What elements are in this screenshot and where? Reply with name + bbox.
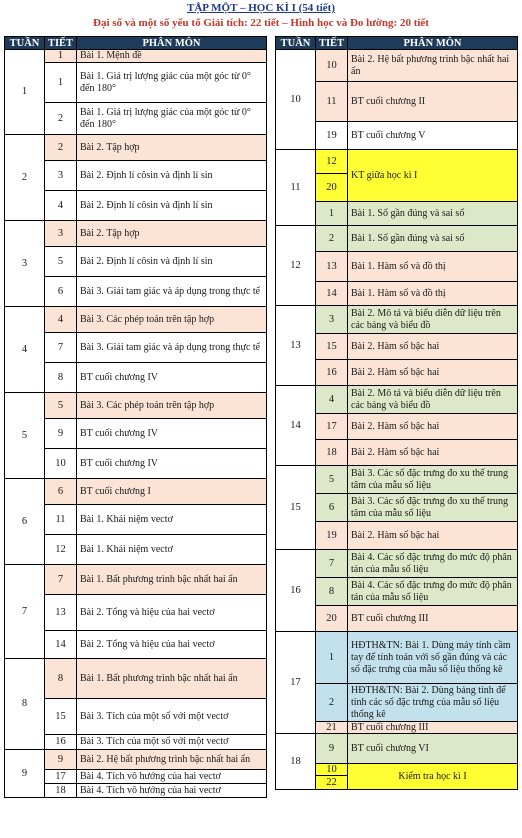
lesson-subject: Bài 1. Giá trị lượng giác của một góc từ 0° đến 180°: [76, 102, 267, 135]
lesson-tiet: 3: [315, 305, 348, 334]
header-tuan: TUẦN: [275, 36, 316, 50]
lesson-subject: BT cuối chương III: [347, 605, 518, 632]
schedule-right-table: [275, 36, 518, 836]
lesson-subject: Bài 3. Các phép toán trên tập hợp: [76, 392, 267, 419]
lesson-tiet: 5: [315, 465, 348, 494]
lesson-subject: Bài 1. Mệnh đề: [76, 49, 267, 63]
week-cell: 8: [4, 658, 45, 750]
lesson-subject: Bài 3. Tích của một số với một vectơ: [76, 734, 267, 750]
week-cell: 18: [275, 733, 316, 790]
lesson-subject: Bài 2. Hàm số bậc hai: [347, 333, 518, 360]
lesson-subject: Bài 1. Giá trị lượng giác của một góc từ 0° đến 180°: [76, 62, 267, 103]
lesson-subject: Bài 1. Số gần đúng và sai số: [347, 225, 518, 252]
lesson-subject: Bài 3. Các số đặc trưng đo xu thế trung tâm của mẫu số liệu: [347, 465, 518, 494]
lesson-tiet: 12: [44, 534, 77, 565]
lesson-tiet: 2: [44, 134, 77, 161]
lesson-tiet: 2: [315, 683, 348, 722]
lesson-subject: Bài 2. Định lí côsin và định lí sin: [76, 160, 267, 191]
lesson-subject: Bài 2. Hàm số bậc hai: [347, 359, 518, 386]
lesson-subject: Bài 2. Tập hợp: [76, 134, 267, 161]
lesson-subject: Bài 2. Hàm số bậc hai: [347, 439, 518, 466]
lesson-tiet: 1: [315, 631, 348, 684]
lesson-subject: BT cuối chương II: [347, 81, 518, 122]
lesson-subject: Bài 3. Giải tam giác và áp dụng trong thực tế: [76, 332, 267, 363]
schedule-grid: [4, 36, 514, 836]
lesson-tiet: 19: [315, 121, 348, 150]
lesson-tiet: 16: [315, 359, 348, 386]
lesson-tiet: 19: [315, 521, 348, 550]
lesson-subject: Bài 2. Hàm số bậc hai: [347, 413, 518, 440]
page-title: TẬP MỘT – HỌC KÌ I (54 tiết): [187, 2, 335, 14]
lesson-tiet: 7: [44, 332, 77, 363]
lesson-subject: HĐTH&TN: Bài 1. Dùng máy tính cầm tay để tính toán với số gần đúng và các số đặc trưng của mẫu số liệu thống kê: [347, 631, 518, 684]
lesson-subject: Bài 2. Hàm số bậc hai: [347, 521, 518, 550]
lesson-subject: Bài 2. Tập hợp: [76, 220, 267, 247]
lesson-tiet: 14: [44, 630, 77, 659]
lesson-tiet: 1: [315, 201, 348, 226]
lesson-tiet: 6: [44, 478, 77, 505]
lesson-tiet: 15: [315, 333, 348, 360]
lesson-tiet: 3: [44, 220, 77, 247]
lesson-subject: Bài 2. Định lí côsin và định lí sin: [76, 190, 267, 221]
lesson-tiet: 6: [315, 493, 348, 522]
lesson-subject: Bài 1. Khái niệm vectơ: [76, 534, 267, 565]
schedule-left-table: [4, 36, 267, 836]
lesson-subject: Bài 4. Tích vô hướng của hai vectơ: [76, 769, 267, 784]
lesson-subject: Bài 2. Định lí côsin và định lí sin: [76, 246, 267, 277]
week-cell: 2: [4, 134, 45, 221]
lesson-tiet: 9: [315, 733, 348, 764]
lesson-tiet: 21: [315, 721, 348, 734]
lesson-subject: BT cuối chương IV: [76, 362, 267, 393]
lesson-tiet: 8: [44, 362, 77, 393]
lesson-tiet: 1: [44, 62, 77, 103]
week-cell: 4: [4, 306, 45, 393]
lesson-subject: Kiểm tra học kì I: [347, 763, 518, 790]
week-cell: 13: [275, 305, 316, 386]
header-tiet: TIẾT: [44, 36, 77, 50]
week-cell: 11: [275, 149, 316, 226]
lesson-subject: Bài 2. Mô tả và biểu diễn dữ liệu trên các bảng và biểu đồ: [347, 385, 518, 414]
week-cell: 9: [4, 749, 45, 798]
lesson-tiet: 2: [44, 102, 77, 135]
lesson-tiet: 6: [44, 276, 77, 307]
lesson-subject: Bài 2. Hệ bất phương trình bậc nhất hai ẩn: [76, 749, 267, 770]
lesson-tiet: 13: [315, 251, 348, 282]
lesson-subject: Bài 4. Các số đặc trưng đo mức độ phân tán của mẫu số liệu: [347, 577, 518, 606]
lesson-subject: BT cuối chương I: [76, 478, 267, 505]
lesson-subject: Bài 2. Hệ bất phương trình bậc nhất hai ẩn: [347, 49, 518, 82]
lesson-tiet: 9: [44, 418, 77, 449]
week-cell: 14: [275, 385, 316, 466]
week-cell: 7: [4, 564, 45, 659]
lesson-subject: KT giữa học kì I: [347, 149, 518, 202]
lesson-tiet: 4: [44, 190, 77, 221]
week-cell: 16: [275, 549, 316, 632]
lesson-subject: Bài 1. Bất phương trình bậc nhất hai ẩn: [76, 658, 267, 699]
lesson-subject: Bài 2. Tổng và hiệu của hai vectơ: [76, 594, 267, 631]
lesson-subject: BT cuối chương V: [347, 121, 518, 150]
lesson-subject: Bài 3. Tích của một số với một vectơ: [76, 698, 267, 735]
lesson-subject: Bài 2. Mô tả và biểu diễn dữ liệu trên các bảng và biểu đồ: [347, 305, 518, 334]
lesson-subject: BT cuối chương III: [347, 721, 518, 734]
lesson-tiet: 16: [44, 734, 77, 750]
lesson-tiet: 22: [315, 775, 348, 790]
lesson-tiet: 18: [315, 439, 348, 466]
lesson-tiet: 17: [315, 413, 348, 440]
lesson-tiet: 20: [315, 173, 348, 202]
lesson-tiet: 20: [315, 605, 348, 632]
week-cell: 15: [275, 465, 316, 550]
lesson-tiet: 13: [44, 594, 77, 631]
page-subtitle: Đại số và một số yếu tố Giải tích: 22 tiết – Hình học và Đo lường: 20 tiết: [93, 17, 429, 29]
lesson-tiet: 10: [44, 448, 77, 479]
lesson-subject: Bài 3. Các số đặc trưng đo xu thế trung tâm của mẫu số liệu: [347, 493, 518, 522]
week-cell: 1: [4, 49, 45, 135]
lesson-subject: BT cuối chương IV: [76, 448, 267, 479]
header-tuan: TUẦN: [4, 36, 45, 50]
lesson-tiet: 12: [315, 149, 348, 174]
lesson-tiet: 7: [44, 564, 77, 595]
lesson-tiet: 8: [315, 577, 348, 606]
lesson-tiet: 2: [315, 225, 348, 252]
lesson-subject: Bài 1. Hàm số và đồ thị: [347, 251, 518, 282]
week-cell: 5: [4, 392, 45, 479]
lesson-tiet: 7: [315, 549, 348, 578]
lesson-subject: Bài 3. Các phép toán trên tập hợp: [76, 306, 267, 333]
lesson-tiet: 10: [315, 763, 348, 776]
lesson-tiet: 17: [44, 769, 77, 784]
lesson-tiet: 1: [44, 49, 77, 63]
lesson-subject: HĐTH&TN: Bài 2. Dùng bảng tính để tính các số đặc trưng của mẫu số liệu thống kê: [347, 683, 518, 722]
lesson-tiet: 3: [44, 160, 77, 191]
lesson-tiet: 18: [44, 783, 77, 798]
lesson-tiet: 11: [315, 81, 348, 122]
header-phan-mon: PHÂN MÔN: [347, 36, 518, 50]
lesson-tiet: 5: [44, 392, 77, 419]
week-cell: 3: [4, 220, 45, 307]
week-cell: 12: [275, 225, 316, 306]
header-phan-mon: PHÂN MÔN: [76, 36, 267, 50]
lesson-subject: Bài 1. Khái niệm vectơ: [76, 504, 267, 535]
lesson-tiet: 8: [44, 658, 77, 699]
header-tiet: TIẾT: [315, 36, 348, 50]
lesson-subject: Bài 1. Hàm số và đồ thị: [347, 281, 518, 306]
lesson-tiet: 11: [44, 504, 77, 535]
lesson-tiet: 4: [44, 306, 77, 333]
lesson-tiet: 14: [315, 281, 348, 306]
lesson-tiet: 9: [44, 749, 77, 770]
lesson-subject: Bài 4. Tích vô hướng của hai vectơ: [76, 783, 267, 798]
lesson-subject: Bài 1. Bất phương trình bậc nhất hai ẩn: [76, 564, 267, 595]
week-cell: 6: [4, 478, 45, 565]
lesson-subject: Bài 1. Số gần đúng và sai số: [347, 201, 518, 226]
week-cell: 17: [275, 631, 316, 734]
lesson-subject: Bài 2. Tổng và hiệu của hai vectơ: [76, 630, 267, 659]
lesson-subject: BT cuối chương VI: [347, 733, 518, 764]
lesson-subject: Bài 4. Các số đặc trưng đo mức độ phân tán của mẫu số liệu: [347, 549, 518, 578]
lesson-subject: BT cuối chương IV: [76, 418, 267, 449]
lesson-tiet: 4: [315, 385, 348, 414]
lesson-tiet: 15: [44, 698, 77, 735]
lesson-tiet: 10: [315, 49, 348, 82]
lesson-subject: Bài 3. Giải tam giác và áp dụng trong thực tế: [76, 276, 267, 307]
lesson-tiet: 5: [44, 246, 77, 277]
week-cell: 10: [275, 49, 316, 150]
